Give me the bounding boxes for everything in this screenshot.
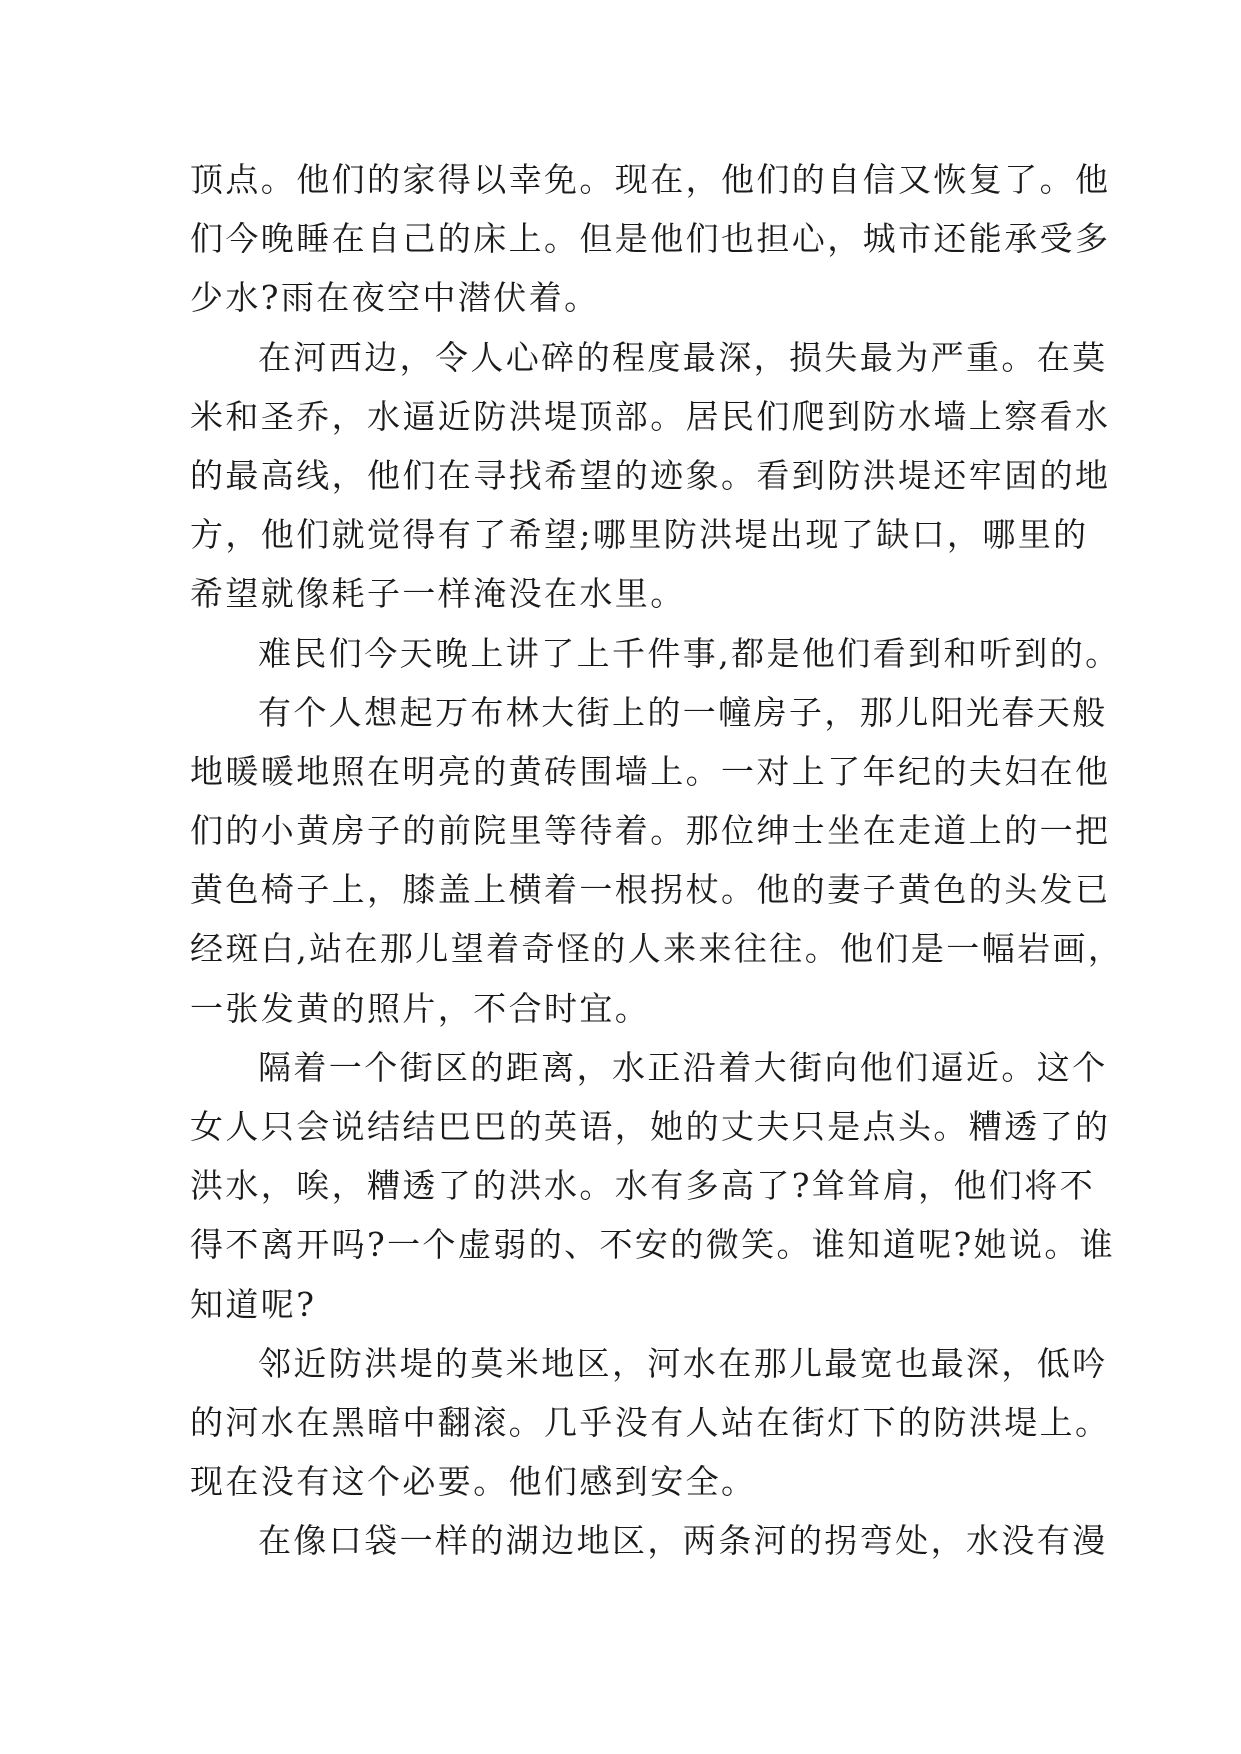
text-line: 地暖暖地照在明亮的黄砖围墙上。一对上了年纪的夫妇在他: [190, 751, 1111, 791]
text-line: 隔着一个街区的距离，水正沿着大街向他们逼近。这个: [258, 1047, 1108, 1087]
text-line: 在河西边，令人心碎的程度最深，损失最为严重。在莫: [258, 337, 1108, 377]
text-line: 有个人想起万布林大街上的一幢房子，那儿阳光春天般: [258, 692, 1108, 732]
body-text: [190, 150, 1124, 1571]
text-line: 米和圣乔，水逼近防洪堤顶部。居民们爬到防水墙上察看水: [190, 396, 1111, 436]
text-line: 们今晚睡在自己的床上。但是他们也担心，城市还能承受多: [190, 219, 1111, 259]
text-line: 得不离开吗?一个虚弱的、不安的微笑。谁知道呢?她说。谁: [190, 1225, 1116, 1265]
text-line: 一张发黄的照片，不合时宜。: [190, 988, 651, 1028]
text-line: 知道呢?: [190, 1284, 317, 1324]
text-line: 希望就像耗子一样淹没在水里。: [190, 574, 686, 614]
text-line: 女人只会说结结巴巴的英语，她的丈夫只是点头。糟透了的: [190, 1107, 1111, 1146]
text-line: 顶点。他们的家得以幸免。现在，他们的自信又恢复了。他: [190, 160, 1111, 199]
text-line: 的最高线，他们在寻找希望的迹象。看到防洪堤还牢固的地: [190, 455, 1111, 495]
text-line: 难民们今天晚上讲了上千件事,都是他们看到和听到的。: [258, 633, 1121, 673]
text-line: 经斑白,站在那儿望着奇怪的人来来往往。他们是一幅岩画，: [190, 929, 1124, 969]
text-line: 在像口袋一样的湖边地区，两条河的拐弯处，水没有漫: [258, 1521, 1108, 1561]
text-line: 现在没有这个必要。他们感到安全。: [190, 1462, 757, 1502]
text-line: 少水?雨在夜空中潜伏着。: [190, 278, 600, 318]
text-line: 们的小黄房子的前院里等待着。那位绅士坐在走道上的一把: [190, 811, 1111, 851]
text-line: 的河水在黑暗中翻滚。几乎没有人站在街灯下的防洪堤上。: [190, 1402, 1111, 1442]
text-line: 方，他们就觉得有了希望;哪里防洪堤出现了缺口，哪里的: [190, 515, 1089, 555]
text-line: 洪水，唉，糟透了的洪水。水有多高了?耸耸肩，他们将不: [190, 1166, 1096, 1206]
text-line: 黄色椅子上，膝盖上横着一根拐杖。他的妻子黄色的头发已: [190, 870, 1111, 910]
text-line: 邻近防洪堤的莫米地区，河水在那儿最宽也最深，低吟: [258, 1343, 1108, 1383]
